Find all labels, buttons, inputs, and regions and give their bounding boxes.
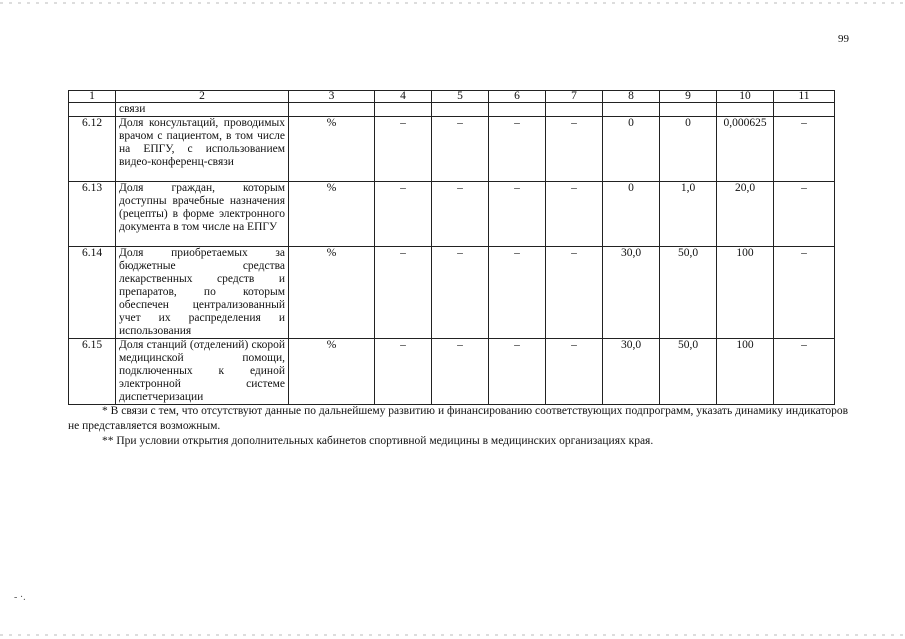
column-header: 10	[717, 91, 774, 103]
value-cell: –	[546, 247, 603, 339]
value-cell: –	[375, 339, 432, 405]
table-row	[69, 247, 835, 339]
column-header: 7	[546, 91, 603, 103]
value-cell: –	[489, 182, 546, 247]
table-row	[69, 339, 835, 405]
value-cell: 1,0	[660, 182, 717, 247]
indicator-name: Доля станций (отделений) скорой медицинской помощи, подключенных к единой электронной системе диспетчеризации	[116, 339, 289, 405]
value-cell: 20,0	[717, 182, 774, 247]
unit-cell: %	[289, 339, 375, 405]
row-number: 6.15	[69, 339, 116, 405]
row-number: 6.13	[69, 182, 116, 247]
table-cell	[660, 103, 717, 117]
table-cell	[432, 103, 489, 117]
value-cell: –	[432, 339, 489, 405]
value-cell: 100	[717, 339, 774, 405]
column-header: 9	[660, 91, 717, 103]
unit-cell: %	[289, 247, 375, 339]
indicator-name: Доля приобретаемых за бюджетные средства лекарственных средств и препаратов, по которым обеспечен централизованный учет их распределения и использования	[116, 247, 289, 339]
column-header: 4	[375, 91, 432, 103]
value-cell: 0	[603, 117, 660, 182]
row-number: 6.12	[69, 117, 116, 182]
table-cell	[717, 103, 774, 117]
unit-cell: %	[289, 182, 375, 247]
value-cell: 50,0	[660, 247, 717, 339]
value-cell: –	[774, 182, 835, 247]
column-header: 6	[489, 91, 546, 103]
value-cell: 50,0	[660, 339, 717, 405]
footnote-single-asterisk: * В связи с тем, что отсутствуют данные по дальнейшему развитию и финансированию соответствующих подпрограмм, указать динамику индикаторов не представляется возможным.	[68, 405, 848, 432]
value-cell: –	[489, 117, 546, 182]
indicator-table	[68, 90, 835, 405]
value-cell: –	[774, 247, 835, 339]
table-row	[69, 117, 835, 182]
indicator-name: Доля консультаций, проводимых врачом с пациентом, в том числе на ЕПГУ, с использованием видео-конференц-связи	[116, 117, 289, 182]
value-cell: –	[489, 339, 546, 405]
scan-top-edge	[0, 2, 905, 4]
unit-cell: %	[289, 117, 375, 182]
column-header: 8	[603, 91, 660, 103]
continuation-text: связи	[116, 103, 289, 117]
footnote-double-asterisk: ** При условии открытия дополнительных кабинетов спортивной медицины в медицинских организациях края.	[102, 435, 654, 447]
value-cell: 0	[660, 117, 717, 182]
table-cell	[546, 103, 603, 117]
value-cell: –	[546, 117, 603, 182]
table-cell	[375, 103, 432, 117]
value-cell: –	[546, 182, 603, 247]
column-header: 1	[69, 91, 116, 103]
table-cell	[489, 103, 546, 117]
value-cell: 0,000625	[717, 117, 774, 182]
value-cell: –	[774, 117, 835, 182]
value-cell: –	[432, 247, 489, 339]
row-number: 6.14	[69, 247, 116, 339]
value-cell: –	[375, 117, 432, 182]
value-cell: –	[546, 339, 603, 405]
column-header: 2	[116, 91, 289, 103]
continuation-row	[69, 103, 835, 117]
column-header: 11	[774, 91, 835, 103]
value-cell: –	[375, 182, 432, 247]
scan-bottom-edge	[0, 634, 905, 636]
table-cell	[289, 103, 375, 117]
table-row	[69, 182, 835, 247]
value-cell: –	[432, 182, 489, 247]
table-cell	[69, 103, 116, 117]
value-cell: –	[432, 117, 489, 182]
footnotes	[68, 404, 848, 449]
value-cell: –	[375, 247, 432, 339]
table-cell	[603, 103, 660, 117]
header-row	[69, 91, 835, 103]
value-cell: 30,0	[603, 339, 660, 405]
table-cell	[774, 103, 835, 117]
scan-artifact: - ·.	[14, 592, 26, 603]
page-number: 99	[838, 33, 849, 45]
indicator-name: Доля граждан, которым доступны врачебные назначения (рецепты) в форме электронного документа в том числе на ЕПГУ	[116, 182, 289, 247]
value-cell: 30,0	[603, 247, 660, 339]
column-header: 3	[289, 91, 375, 103]
value-cell: –	[489, 247, 546, 339]
value-cell: 0	[603, 182, 660, 247]
value-cell: –	[774, 339, 835, 405]
value-cell: 100	[717, 247, 774, 339]
column-header: 5	[432, 91, 489, 103]
